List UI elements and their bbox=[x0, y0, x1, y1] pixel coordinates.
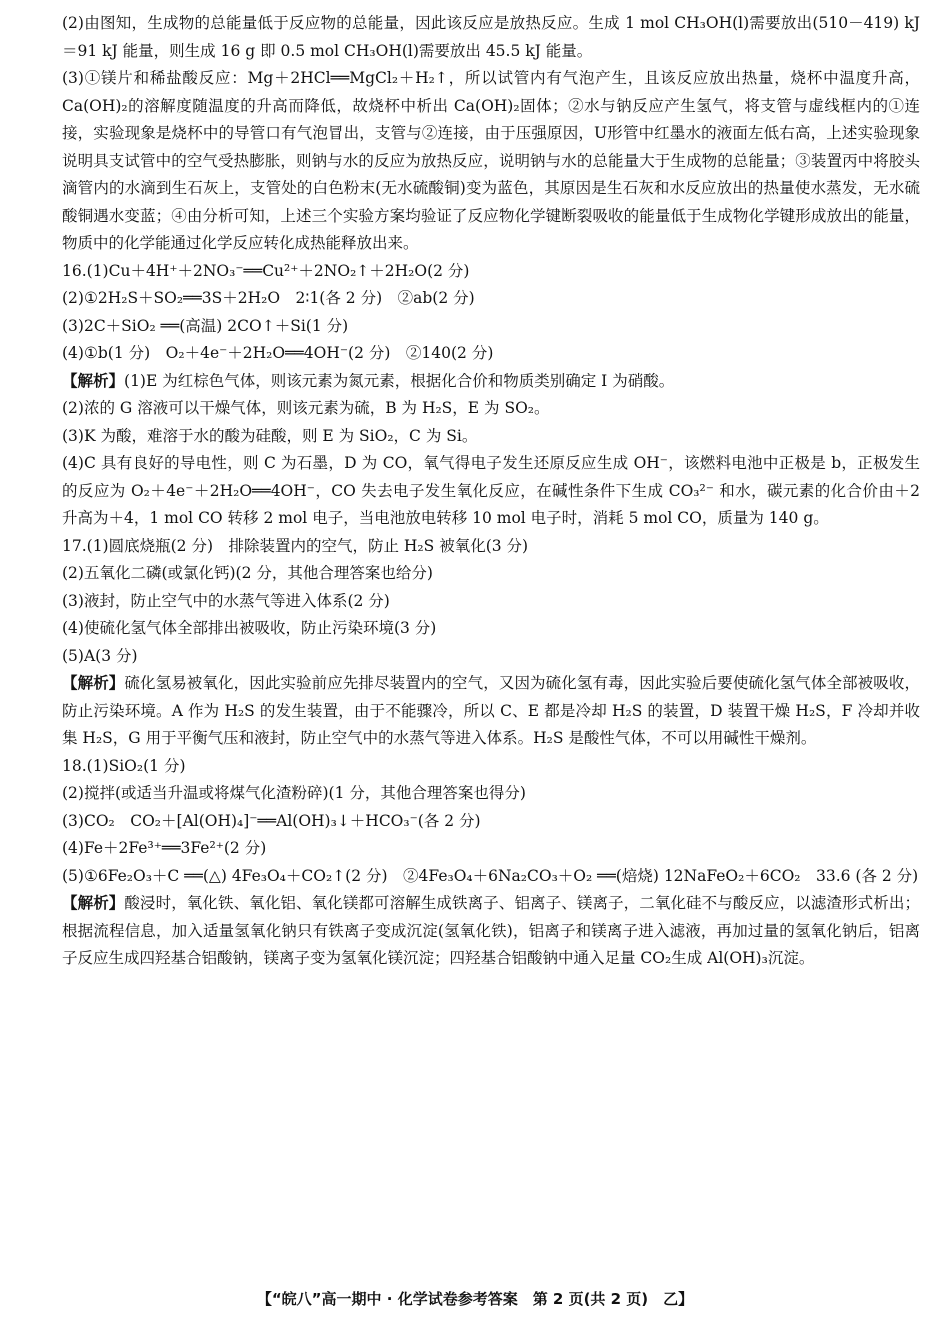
analysis-text: (1)E 为红棕色气体，则该元素为氮元素，根据化合价和物质类别确定 I 为硝酸。 bbox=[124, 371, 675, 390]
question-17-4: (4)使硫化氢气体全部排出被吸收，防止污染环境(3 分) bbox=[62, 619, 437, 637]
analysis-16-4: (4)C 具有良好的导电性，则 C 为石墨，D 为 CO，氧气得电子发生还原反应生成 OH⁻，该燃料电池中正极是 b，正极发生的反应为 O₂＋4e⁻＋2H₂O══4OH⁻，CO 失去电子发生氧化反应，在碱性条件下生成 CO₃²⁻ 和水，碳元素的化合价由＋2 升高为＋4，1 mol CO 转移 2 mol 电子，当电池放电转移 10 mol 电子时，消耗 5 mol CO，质量为 140 g。 bbox=[62, 454, 920, 527]
page-footer: 【“皖八”高一期中 · 化学试卷参考答案 第 2 页(共 2 页) 乙】 bbox=[256, 1290, 694, 1308]
analysis-tag: 【解析】 bbox=[62, 371, 125, 390]
answer-document bbox=[62, 10, 920, 973]
analysis-17 bbox=[62, 670, 920, 753]
question-18-2: (2)搅拌(或适当升温或将煤气化渣粉碎)(1 分，其他合理答案也得分) bbox=[62, 784, 526, 802]
question-18-3: (3)CO₂ CO₂＋[Al(OH)₄]⁻══Al(OH)₃↓＋HCO₃⁻(各 2 分) bbox=[62, 811, 481, 830]
analysis-18 bbox=[62, 890, 920, 973]
question-17-1: 17.(1)圆底烧瓶(2 分) 排除装置内的空气，防止 H₂S 被氧化(3 分) bbox=[62, 536, 529, 555]
analysis-tag: 【解析】 bbox=[62, 674, 125, 692]
analysis-16-1 bbox=[62, 368, 920, 396]
question-18-1: 18.(1)SiO₂(1 分) bbox=[62, 756, 186, 775]
analysis-text: 硫化氢易被氧化，因此实验前应先排尽装置内的空气，又因为硫化氢有毒，因此实验后要使硫化氢气体全部被吸收，防止污染环境。A 作为 H₂S 的发生装置，由于不能骤冷，所以 C、E 都是冷却 H₂S 的装置，D 装置干燥 H₂S，F 冷却并收集 H₂S，G 用于平衡气压和液封，防止空气中的水蒸气等进入体系。H₂S 是酸性气体，不可以用碱性干燥剂。 bbox=[62, 674, 920, 747]
question-17-2: (2)五氧化二磷(或氯化钙)(2 分，其他合理答案也给分) bbox=[62, 564, 433, 582]
question-16-2: (2)①2H₂S＋SO₂══3S＋2H₂O 2∶1(各 2 分) ②ab(2 分) bbox=[62, 289, 475, 307]
analysis-16-3: (3)K 为酸，难溶于水的酸为硅酸，则 E 为 SiO₂，C 为 Si。 bbox=[62, 426, 478, 445]
answer-15-3: (3)①镁片和稀盐酸反应：Mg＋2HCl══MgCl₂＋H₂↑，所以试管内有气泡产生，且该反应放出热量，烧杯中温度升高，Ca(OH)₂的溶解度随温度的升高而降低，故烧杯中析出 Ca(OH)₂固体；②水与钠反应产生氢气，将支管与虚线框内的①连接，实验现象是烧杯中的导管口有气泡冒出，支管与②连接，由于压强原因，U形管中红墨水的液面左低右高，上述实验现象说明具支试管中的空气受热膨胀，则钠与水的反应为放热反应，说明钠与水的总能量大于生成物的总能量；③装置丙中将胶头滴管内的水滴到生石灰上，支管处的白色粉末(无水硫酸铜)变为蓝色，其原因是生石灰和水反应放出的热量使水蒸发，无水硫酸铜遇水变蓝；④由分析可知，上述三个实验方案均验证了反应物化学键断裂吸收的能量低于生成物化学键形成放出的能量，物质中的化学能通过化学反应转化成热能释放出来。 bbox=[62, 69, 920, 252]
answer-15-2: (2)由图知，生成物的总能量低于反应物的总能量，因此该反应是放热反应。生成 1 mol CH₃OH(l)需要放出(510－419) kJ＝91 kJ 能量，则生成 16 g 即 0.5 mol CH₃OH(l)需要放出 45.5 kJ 能量。 bbox=[62, 14, 920, 60]
analysis-tag: 【解析】 bbox=[62, 894, 125, 912]
analysis-16-2: (2)浓的 G 溶液可以干燥气体，则该元素为硫，B 为 H₂S，E 为 SO₂。 bbox=[62, 399, 550, 417]
question-16-1: 16.(1)Cu＋4H⁺＋2NO₃⁻══Cu²⁺＋2NO₂↑＋2H₂O(2 分) bbox=[62, 261, 470, 280]
question-18-5: (5)①6Fe₂O₃＋C ══(△) 4Fe₃O₄＋CO₂↑(2 分) ②4Fe₃O₄＋6Na₂CO₃＋O₂ ══(焙烧) 12NaFeO₂＋6CO₂ 33.6 (各 2 分) bbox=[62, 866, 919, 885]
question-16-4: (4)①b(1 分) O₂＋4e⁻＋2H₂O══4OH⁻(2 分) ②140(2 分) bbox=[62, 344, 494, 362]
question-18-4: (4)Fe＋2Fe³⁺══3Fe²⁺(2 分) bbox=[62, 839, 267, 857]
question-16-3: (3)2C＋SiO₂ ══(高温) 2CO↑＋Si(1 分) bbox=[62, 316, 349, 335]
analysis-text: 酸浸时，氧化铁、氧化铝、氧化镁都可溶解生成铁离子、铝离子、镁离子，二氧化硅不与酸反应，以滤渣形式析出；根据流程信息，加入适量氢氧化钠只有铁离子变成沉淀(氢氧化铁)，铝离子和镁离子进入滤液，再加过量的氢氧化钠后，铝离子反应生成四羟基合铝酸钠，镁离子变为氢氧化镁沉淀；四羟基合铝酸钠中通入足量 CO₂生成 Al(OH)₃沉淀。 bbox=[62, 894, 920, 967]
question-17-3: (3)液封，防止空气中的水蒸气等进入体系(2 分) bbox=[62, 591, 390, 610]
question-17-5: (5)A(3 分) bbox=[62, 646, 138, 665]
